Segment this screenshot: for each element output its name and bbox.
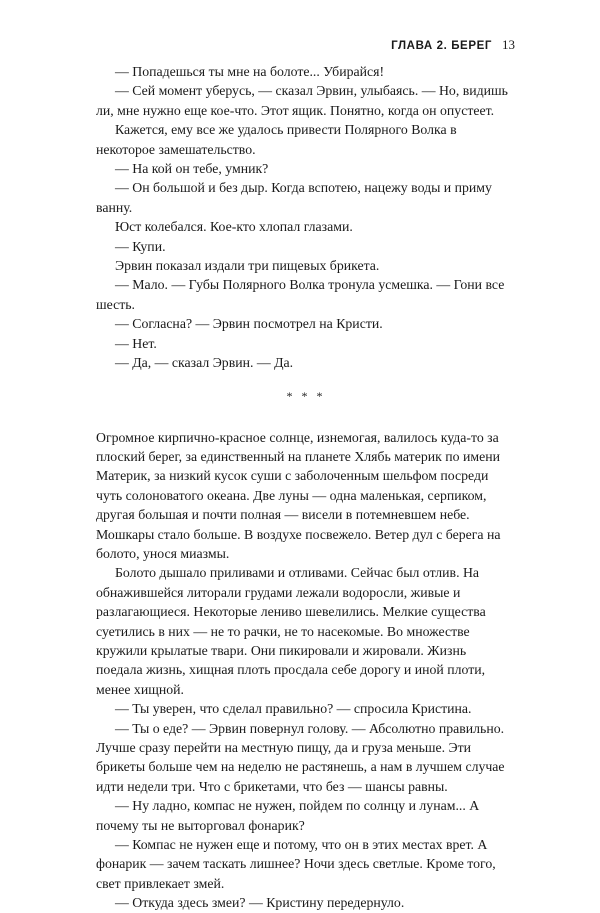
chapter-title: ГЛАВА 2. БЕРЕГ — [391, 40, 492, 52]
paragraph: — Мало. — Губы Полярного Волка тронула усмешка. — Гони все шесть. — [96, 277, 505, 312]
paragraph: — Откуда здесь змеи? — Кристину передернуло. — [115, 895, 405, 911]
page-number: 13 — [502, 37, 515, 52]
paragraph: Эрвин показал издали три пищевых брикета. — [115, 258, 380, 274]
paragraph: — Компас не нужен еще и потому, что он в этих местах врет. А фонарик — зачем таскать лишнее? Ночи здесь светлые. Кроме того, свет привлекает змей. — [96, 837, 496, 891]
paragraph: — Да, — сказал Эрвин. — Да. — [115, 355, 294, 371]
paragraph: — Согласна? — Эрвин посмотрел на Кристи. — [115, 316, 383, 332]
paragraph: — Купи. — [115, 238, 166, 254]
paragraph: — Ну ладно, компас не нужен, пойдем по солнцу и лунам... А почему ты не выторговал фонарик? — [96, 798, 480, 833]
paragraph: Кажется, ему все же удалось привести Полярного Волка в некоторое замешательство. — [96, 122, 457, 157]
running-header — [0, 36, 515, 54]
paragraph: Юст колебался. Кое-кто хлопал глазами. — [115, 219, 353, 235]
section-separator: * * * — [286, 388, 326, 403]
paragraph: — На кой он тебе, умник? — [115, 161, 269, 177]
paragraph: Огромное кирпично-красное солнце, изнемогая, валилось куда-то за плоский берег, за единственный на планете Хлябь материк по имени Материк, за низкий кусок суши с заболоченным шельфом посреди чуть солоноватого океана. Две луны — одна маленькая, серпиком, другая большая и почти полная — висели в потемневшем небе. Мошкары стало больше. В воздухе посвежело. Ветер дул с берега на болото, унося миазмы. — [96, 429, 501, 561]
paragraph: — Ты уверен, что сделал правильно? — спросила Кристина. — [115, 701, 472, 717]
body-text — [96, 62, 516, 913]
paragraph: — Ты о еде? — Эрвин повернул голову. — Абсолютно правильно. Лучше сразу перейти на местную пищу, да и груза меньше. Эти брикеты больше чем на неделю не растянешь, а нам в лучшем случае идти недели три. Что с брикетами, что без — шансы равны. — [96, 720, 505, 794]
paragraph: — Сей момент уберусь, — сказал Эрвин, улыбаясь. — Но, видишь ли, мне нужно еще кое-что. Этот ящик. Понятно, когда он опустеет. — [96, 83, 508, 118]
paragraph: Болото дышало приливами и отливами. Сейчас был отлив. На обнажившейся литорали грудами лежали водоросли, живые и разлагающиеся. Некоторые лениво шевелились. Мелкие существа суетились в них — не то рачки, не то насекомые. Во множестве кружили крылатые твари. Они пикировали и жировали. Жизнь поедала жизнь, хищная плоть просдала себе дорогу и иной плоти, менее хищной. — [96, 565, 486, 697]
paragraph: — Нет. — [115, 335, 157, 351]
paragraph: — Попадешься ты мне на болоте... Убирайся! — [115, 64, 385, 79]
paragraph: — Он большой и без дыр. Когда вспотею, нацежу воды и приму ванну. — [96, 180, 492, 215]
